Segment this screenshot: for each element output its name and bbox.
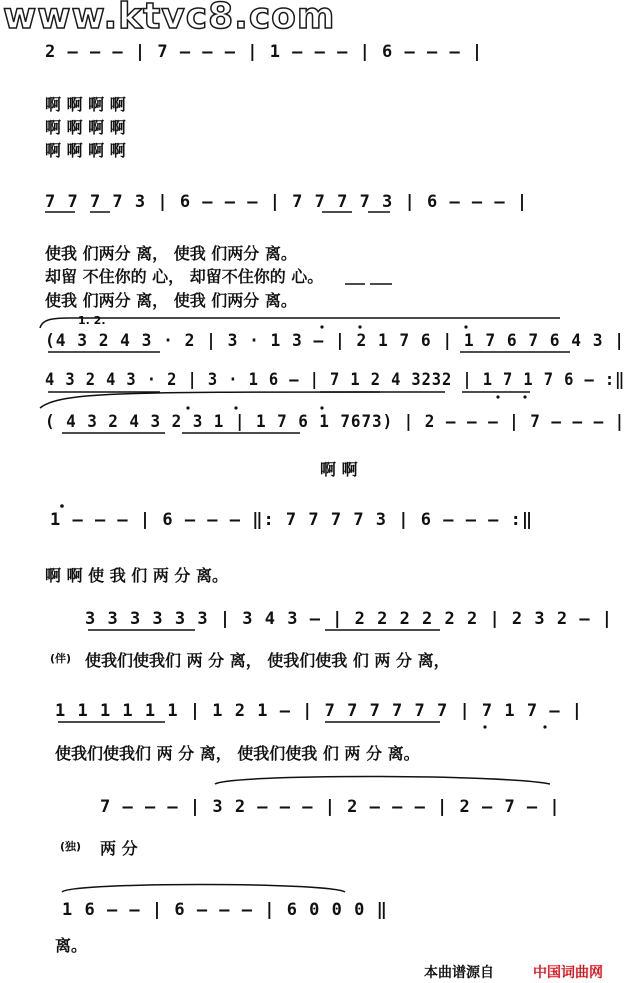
lyric-row-10: 使我们使我们 两 分 离， 使我们使我 们 两 分 离。 xyxy=(55,744,420,763)
brand-label: 中国词曲网 xyxy=(533,965,603,981)
source-label: 本曲谱源自 xyxy=(424,965,494,981)
slur-line xyxy=(40,392,380,408)
slur-line xyxy=(215,777,550,785)
lyric-row-3: 啊 啊 啊 啊 xyxy=(45,141,126,160)
notation-row-5: ( 4 3 2 4 3 2 3 1 | 1 7 6 1 7673) | 2 – – – | 7 – – – | xyxy=(45,412,626,432)
accompaniment-tag: (伴) xyxy=(50,652,72,665)
volta-label: 1. 2. xyxy=(78,314,106,327)
notation-row-7: 3 3 3 3 3 3 | 3 4 3 – | 2 2 2 2 2 2 | 2 3 2 – | xyxy=(85,609,614,629)
watermark-logo: www.ktvc8.com xyxy=(3,0,336,37)
notation-row-10: 1 6 – – | 6 – – – | 6 0 0 0 ‖ xyxy=(62,900,388,920)
notation-row-6: 1 – – – | 6 – – – ‖: 7 7 7 7 3 | 6 – – – :‖ xyxy=(50,510,534,530)
lyric-row-11: 两 分 xyxy=(100,839,138,858)
lyric-row-1: 啊 啊 啊 啊 xyxy=(45,95,126,114)
notation-row-9: 7 – – – | 3 2 – – – | 2 – – – | 2 – 7 – | xyxy=(100,797,561,817)
lyric-row-6: 使我 们两分 离， 使我 们两分 离。 xyxy=(45,291,297,310)
lyric-row-9: 使我们使我们 两 分 离， 使我们使我 们 两 分 离， xyxy=(85,651,450,670)
solo-tag: (独) xyxy=(60,840,82,853)
lyric-row-8: 啊 啊 使 我 们 两 分 离。 xyxy=(45,566,228,585)
slur-line xyxy=(62,885,345,893)
notation-row-8: 1 1 1 1 1 1 | 1 2 1 – | 7 7 7 7 7 7 | 7 1 7 – | xyxy=(55,701,584,721)
lyric-row-4: 使我 们两分 离， 使我 们两分 离。 xyxy=(45,244,297,263)
lyric-row-12: 离。 xyxy=(55,936,88,955)
lyric-row-7: 啊 啊 xyxy=(320,460,358,479)
lyric-row-2: 啊 啊 啊 啊 xyxy=(45,118,126,137)
lyric-row-5: 却留 不住你的 心， 却留不住你的 心。 xyxy=(45,267,324,286)
notation-row-2: 7 7 7 7 3 | 6 – – – | 7 7 7 7 3 | 6 – – – | xyxy=(45,192,529,212)
volta-bracket xyxy=(40,318,560,328)
notation-row-4: 4 3 2 4 3 · 2 | 3 · 1 6 – | 7 1 2 4 3232 | 1 7 1 7 6 – :‖ xyxy=(45,370,626,390)
notation-row-3: (4 3 2 4 3 · 2 | 3 · 1 3 – | 2 1 7 6 | 1 7 6 7 6 4 3 | xyxy=(45,331,625,351)
notation-row-1: 2 – – – | 7 – – – | 1 – – – | 6 – – – | xyxy=(45,42,484,62)
